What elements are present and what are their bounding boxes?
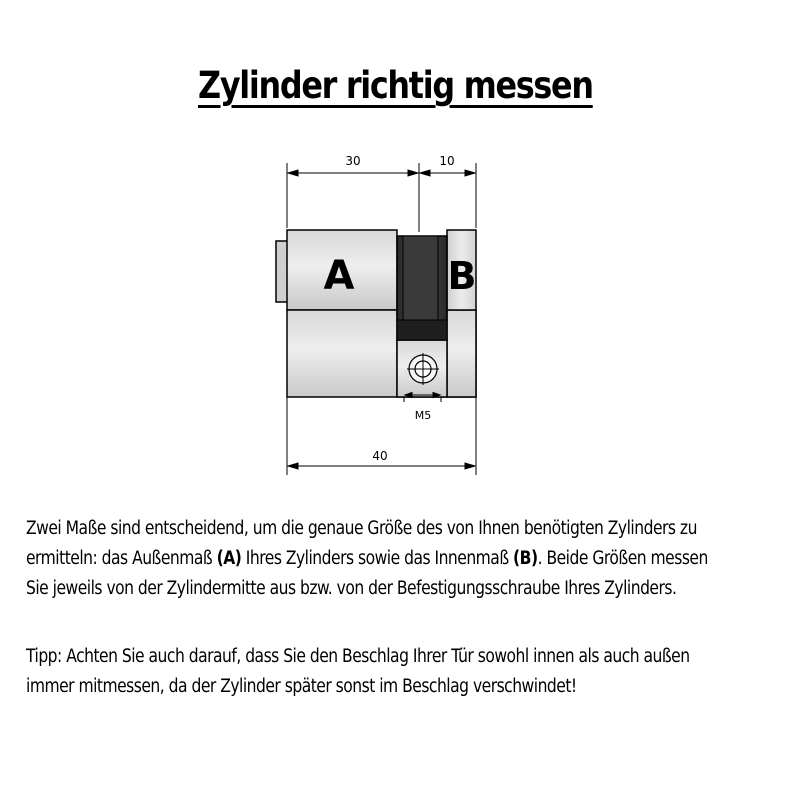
paragraph2-line2: immer mitmessen, da der Zylinder später sonst im Beschlag verschwindet! bbox=[26, 676, 577, 697]
dim-label-30: 30 bbox=[345, 154, 361, 168]
dim-label-10: 10 bbox=[439, 154, 455, 168]
dimension-line-10 bbox=[420, 170, 475, 176]
dim-label-m5: M5 bbox=[414, 409, 432, 422]
label-b: B bbox=[447, 254, 477, 298]
paragraph2-line1: Tipp: Achten Sie auch darauf, dass Sie den Beschlag Ihrer Tür sowohl innen als auch außen bbox=[26, 646, 690, 667]
cylinder-body bbox=[276, 230, 476, 397]
label-a: A bbox=[323, 253, 355, 299]
page-title: Zylinder richtig messen bbox=[198, 64, 593, 107]
paragraph1-line2: ermitteln: das Außenmaß (A) Ihres Zylinders sowie das Innenmaß (B). Beide Größen messen bbox=[26, 548, 708, 569]
paragraph1-line1: Zwei Maße sind entscheidend, um die genaue Größe des von Ihnen benötigten Zylinders zu bbox=[26, 518, 697, 539]
tip-paragraph bbox=[26, 642, 786, 702]
dim-label-40: 40 bbox=[372, 449, 388, 463]
dimension-line-40 bbox=[288, 463, 475, 469]
paragraph1-line3: Sie jeweils von der Zylindermitte aus bzw. von der Befestigungsschraube Ihres Zylinders. bbox=[26, 578, 677, 599]
dimension-line-30 bbox=[288, 170, 418, 176]
instructions-paragraph bbox=[26, 514, 786, 604]
